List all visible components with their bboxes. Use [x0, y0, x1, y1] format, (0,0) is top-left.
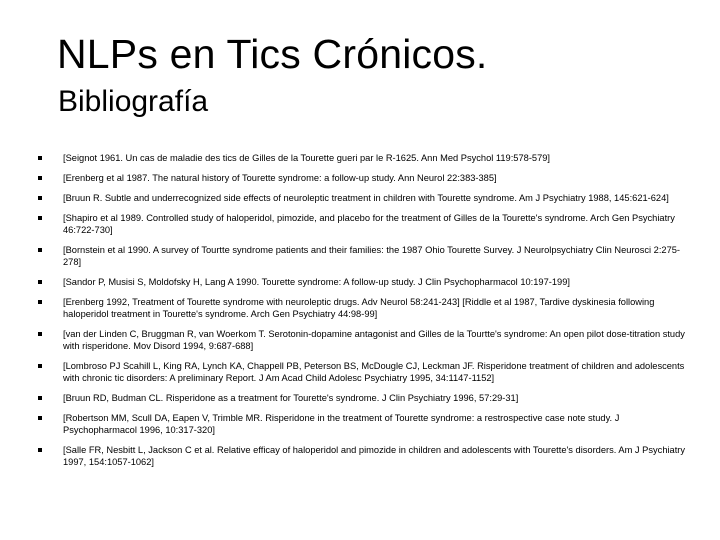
bullet-icon	[38, 280, 42, 284]
reference-item	[36, 172, 686, 184]
reference-text: [Bruun RD, Budman CL. Risperidone as a treatment for Tourette's syndrome. J Clin Psychiatry 1996, 57:29-31]	[63, 393, 519, 403]
bullet-icon	[38, 300, 42, 304]
reference-item	[36, 192, 686, 204]
reference-item	[36, 392, 686, 404]
reference-text: [Sandor P, Musisi S, Moldofsky H, Lang A 1990. Tourette syndrome: A follow-up study. J Clin Psychopharmacol 10:197-199]	[63, 277, 570, 287]
reference-text: [Bruun R. Subtle and underrecognized side effects of neuroleptic treatment in children with Tourette syndrome. Am J Psychiatry 1988, 145:621-624]	[63, 193, 669, 203]
bullet-icon	[38, 176, 42, 180]
reference-item	[36, 444, 686, 468]
reference-item	[36, 276, 686, 288]
reference-item	[36, 328, 686, 352]
bullet-icon	[38, 396, 42, 400]
reference-text: [van der Linden C, Bruggman R, van Woerkom T. Serotonin-dopamine antagonist and Gilles de la Tourtte's syndrome: An open pilot dose-titration study with risperidone. Mov Disord 1994, 9:687-688]	[63, 329, 685, 351]
slide-title: NLPs en Tics Crónicos.	[57, 31, 488, 77]
bullet-icon	[38, 216, 42, 220]
reference-text: [Robertson MM, Scull DA, Eapen V, Trimble MR. Risperidone in the treatment of Tourette syndrome: a restrospective case note study. J Psychopharmacol 1996, 10:317-320]	[63, 413, 620, 435]
reference-text: [Shapiro et al 1989. Controlled study of haloperidol, pimozide, and placebo for the treatment of Gilles de la Tourette's syndrome. Arch Gen Psychiatry 46:722-730]	[63, 213, 675, 235]
reference-item	[36, 212, 686, 236]
reference-text: [Bornstein et al 1990. A survey of Tourtte syndrome patients and their families: the 1987 Ohio Tourette Survey. J Neurolpsychiatry Clin Neurosci 2:275-278]	[63, 245, 681, 267]
bullet-icon	[38, 416, 42, 420]
reference-text: [Seignot 1961. Un cas de maladie des tics de Gilles de la Tourette gueri par le R-1625. Ann Med Psychol 119:578-579]	[63, 153, 551, 163]
reference-text: [Salle FR, Nesbitt L, Jackson C et al. Relative efficay of haloperidol and pimozide in children and adolescents with Tourette's disorders. Am J Psychiatry 1997, 154:1057-1062]	[63, 445, 686, 467]
bullet-icon	[38, 332, 42, 336]
reference-item	[36, 360, 686, 384]
bullet-icon	[38, 448, 42, 452]
slide-subtitle: Bibliografía	[58, 85, 209, 118]
reference-text: [Lombroso PJ Scahill L, King RA, Lynch KA, Chappell PB, Peterson BS, McDougle CJ, Leckman JF. Risperidone treatment of children and adolescents with chronic tic disorders: A preliminary Report. J Am Acad Child Adolesc Psychiatry 1995, 34:1147-1152]	[63, 361, 685, 383]
reference-list	[36, 152, 686, 476]
reference-text: [Erenberg 1992, Treatment of Tourette syndrome with neuroleptic drugs. Adv Neurol 58:241-243] [Riddle et al 1987, Tardive dyskinesia following haloperidol treatment in Tourette's syndrome. Arch Gen Psychiatry 44:98-99]	[63, 297, 655, 319]
reference-item	[36, 296, 686, 320]
bullet-icon	[38, 248, 42, 252]
reference-item	[36, 244, 686, 268]
reference-text: [Erenberg et al 1987. The natural history of Tourette syndrome: a follow-up study. Ann Neurol 22:383-385]	[63, 173, 497, 183]
bullet-icon	[38, 196, 42, 200]
bullet-icon	[38, 364, 42, 368]
bullet-icon	[38, 156, 42, 160]
reference-item	[36, 152, 686, 164]
reference-item	[36, 412, 686, 436]
